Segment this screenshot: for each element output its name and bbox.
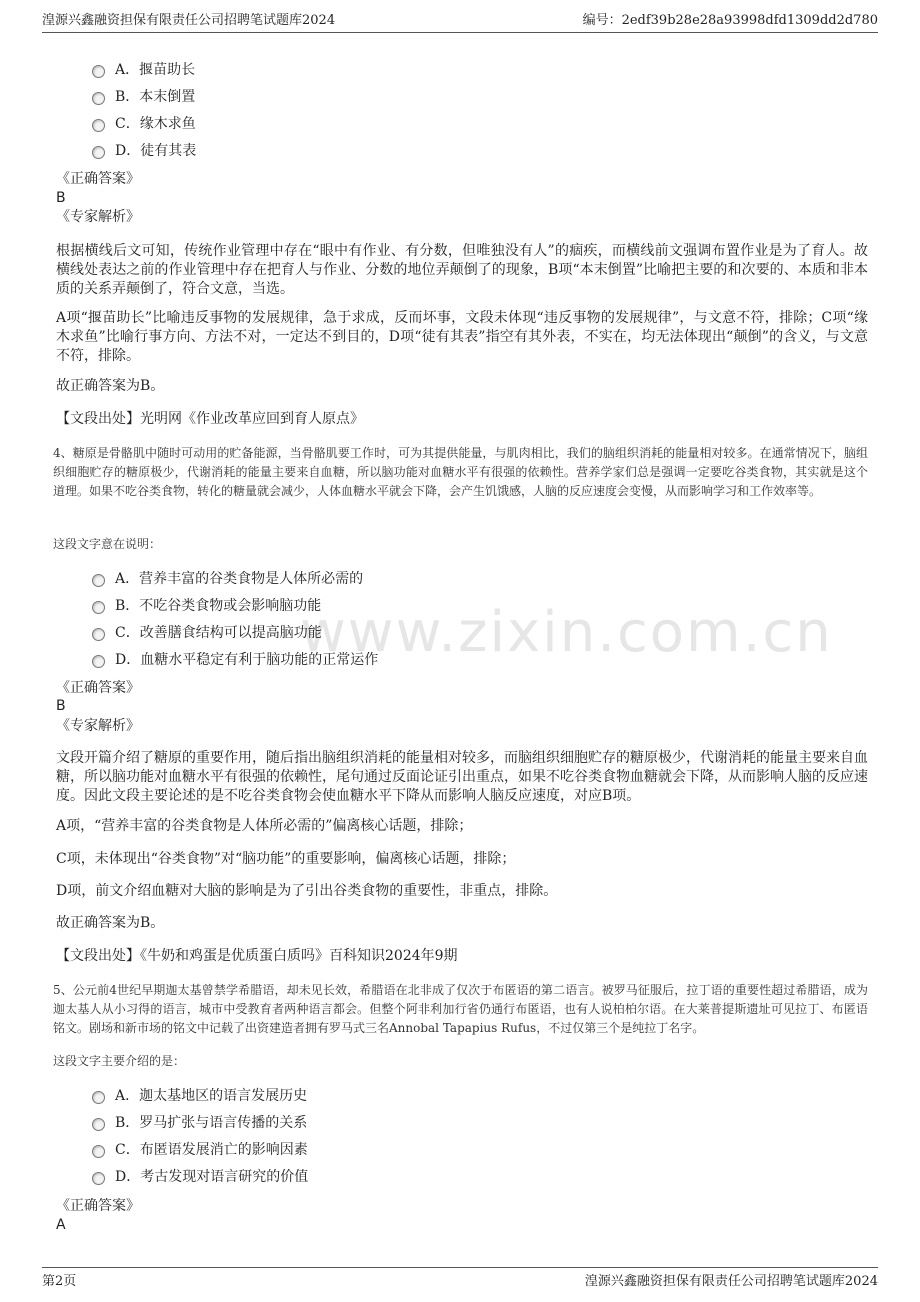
watermark: www.zixin.com.cn — [300, 600, 833, 665]
page-number: 第2页 — [42, 1274, 77, 1289]
document-body: A．揠苗助长 B．本末倒置 C．缘木求鱼 D．徒有其表 《正确答案》 B 《专家解析》 根据横线后文可知，传统作业管理中存在“眼中有作业、有分数，但唯独没有人”的痼疾，而横线前文强调布置作业是为了育人。故横线处表达之前的作业管理中存在把育人与作业、分数的地位弄颠倒了的现象，B项“本末倒置”比喻把主要的和次要的、本质和非本质的关系弄颠倒了，符合文意，当选。 A项“揠苗助长”比喻违反事物的发展规律，急于求成，反而坏事，文段未体现“违反事物的发展规律”，与文意不符，排除；C项“缘木求鱼”比喻行事方向、方法不对，一定达不到目的，D项“徒有其表”指空有其外表，不实在，均无法体现出“颠倒”的含义，与文意不符，排除。 故正确答案为B。 【文段出处】光明网《作业改革应回到育人原点》 4、糖原是骨骼肌中随时可动用的贮备能源，当骨骼肌要工作时，可为其提供能量，与肌肉相比，我们的脑组织消耗的能量相对较多。在通常情况下，脑组织细胞贮存的糖原极少，代谢消耗的能量主要来自血糖，所以脑功能对血糖水平有很强的依赖性。营养学家们总是强调一定要吃谷类食物，其实就是这个道理。如果不吃谷类食物，转化的糖量就会减少，人体血糖水平就会下降，会产生饥饿感，人脑的反应速度会变慢，从而影响学习和工作效率等。 这段文字意在说明： A．营养丰富的谷类食物是人体所必需的 B．不吃谷类食物或会影响脑功能 C．改善膳食结构可以提高脑功能 D．血糖水平稳定有利于脑功能的正常运作 《正确答案》 B 《专家解析》 文段开篇介绍了糖原的重要作用，随后指出脑组织消耗的能量相对较多，而脑组织细胞贮存的糖原极少，代谢消耗的能量主要来自血糖，所以脑功能对血糖水平有很强的依赖性，尾句通过反面论证引出重点，如果不吃谷类食物血糖就会下降，从而影响人脑的反应速度。因此文段主要论述的是不吃谷类食物会使血糖水平下降从而影响人脑反应速度，对应B项。 A项，“营养丰富的谷类食物是人体所必需的”偏离核心话题，排除； C项，未体现出“谷类食物”对“脑功能”的重要影响，偏离核心话题，排除； D项，前文介绍血糖对大脑的影响是为了引出谷类食物的重要性，非重点，排除。 故正确答案为B。 【文段出处】《牛奶和鸡蛋是优质蛋白质吗》百科知识2024年9期 5、公元前4世纪早期迦太基曾禁学希腊语，却未见长效，希腊语在北非成了仅次于布匿语的第二语言。被罗马征服后，拉丁语的重要性超过希腊语，成为迦太基人从小习得的语言，城市中受教育者两种语言都会。但整个阿非利加行省仍通行布匿语，也有人说柏柏尔语。在大莱普提斯遗址可见拉丁、布匿语铭文。剧场和新市场的铭文中记载了出资建造者拥有罗马式三名Annobal Tapapius Rufus，不过仅第三个是纯拉丁名字。 这段文字主要介绍的是： A．迦太基地区的语言发展历史 B．罗马扩张与语言传播的关系 C．布匿语发展消亡的影响因素 D．考古发现对语言研究的价值 《正确答案》 A — [53, 62, 868, 1233]
q3-answer: B — [56, 190, 66, 206]
q4-stem: 4、糖原是骨骼肌中随时可动用的贮备能源，当骨骼肌要工作时，可为其提供能量，与肌肉相比，我们的脑组织消耗的能量相对较多。在通常情况下，脑组织细胞贮存的糖原极少，代谢消耗的能量主要来自血糖，所以脑功能对血糖水平有很强的依赖性。营养学家们总是强调一定要吃谷类食物，其实就是这个道理。如果不吃谷类食物，转化的糖量就会减少，人体血糖水平就会下降，会产生饥饿感，人脑的反应速度会变慢，从而影响学习和工作效率等。 — [53, 446, 868, 498]
header-serial-number: 编号：2edf39b28e28a93998dfd1309dd2d780 — [582, 13, 878, 28]
radio-icon[interactable] — [92, 655, 105, 668]
radio-icon[interactable] — [92, 601, 105, 614]
radio-icon[interactable] — [92, 574, 105, 587]
q4-analysis-option-d: D项，前文介绍血糖对大脑的影响是为了引出谷类食物的重要性，非重点，排除。 — [56, 883, 558, 899]
radio-icon[interactable] — [92, 1091, 105, 1104]
radio-icon[interactable] — [92, 65, 105, 78]
q5-prompt: 这段文字主要介绍的是： — [53, 1054, 186, 1068]
q5-stem: 5、公元前4世纪早期迦太基曾禁学希腊语，却未见长效，希腊语在北非成了仅次于布匿语的第二语言。被罗马征服后，拉丁语的重要性超过希腊语，成为迦太基人从小习得的语言，城市中受教育者两种语言都会。但整个阿非利加行省仍通行布匿语，也有人说柏柏尔语。在大莱普提斯遗址可见拉丁、布匿语铭文。剧场和新市场的铭文中记载了出资建造者拥有罗马式三名Annobal Tapapius Rufus，不过仅第三个是纯拉丁名字。 — [53, 983, 868, 1035]
q4-prompt: 这段文字意在说明： — [53, 537, 162, 551]
q4-analysis-label: 《专家解析》 — [56, 718, 140, 734]
q4-analysis-paragraph: 文段开篇介绍了糖原的重要作用，随后指出脑组织消耗的能量相对较多，而脑组织细胞贮存的糖原极少，代谢消耗的能量主要来自血糖，所以脑功能对血糖水平有很强的依赖性，尾句通过反面论证引出重点，如果不吃谷类食物血糖就会下降，从而影响人脑的反应速度。因此文段主要论述的是不吃谷类食物会使血糖水平下降从而影响人脑反应速度，对应B项。 — [56, 750, 868, 804]
radio-icon[interactable] — [92, 628, 105, 641]
radio-icon[interactable] — [92, 146, 105, 159]
q3-analysis-paragraph: 根据横线后文可知，传统作业管理中存在“眼中有作业、有分数，但唯独没有人”的痼疾，而横线前文强调布置作业是为了育人。故横线处表达之前的作业管理中存在把育人与作业、分数的地位弄颠倒了的现象，B项“本末倒置”比喻把主要的和次要的、本质和非本质的关系弄颠倒了，符合文意，当选。 — [56, 243, 868, 297]
q3-conclusion: 故正确答案为B。 — [56, 378, 165, 394]
header-title: 湟源兴鑫融资担保有限责任公司招聘笔试题库2024 — [42, 13, 336, 28]
radio-icon[interactable] — [92, 92, 105, 105]
footer-title: 湟源兴鑫融资担保有限责任公司招聘笔试题库2024 — [584, 1274, 878, 1289]
q3-answer-label: 《正确答案》 — [56, 171, 140, 187]
q5-answer: A — [56, 1217, 66, 1233]
radio-icon[interactable] — [92, 119, 105, 132]
q4-source: 【文段出处】《牛奶和鸡蛋是优质蛋白质吗》百科知识2024年9期 — [56, 948, 458, 964]
q3-analysis-paragraph: A项“揠苗助长”比喻违反事物的发展规律，急于求成，反而坏事，文段未体现“违反事物的发展规律”，与文意不符，排除；C项“缘木求鱼”比喻行事方向、方法不对，一定达不到目的，D项“徒有其表”指空有其外表，不实在，均无法体现出“颠倒”的含义，与文意不符，排除。 — [56, 310, 868, 364]
q4-conclusion: 故正确答案为B。 — [56, 915, 165, 931]
q4-analysis-option-a: A项，“营养丰富的谷类食物是人体所必需的”偏离核心话题，排除； — [56, 818, 473, 834]
page-footer — [42, 1267, 878, 1292]
q4-answer: B — [56, 698, 66, 714]
radio-icon[interactable] — [92, 1172, 105, 1185]
q4-analysis-option-c: C项，未体现出“谷类食物”对“脑功能”的重要影响，偏离核心话题，排除； — [56, 851, 516, 867]
q4-answer-label: 《正确答案》 — [56, 680, 140, 696]
q3-source: 【文段出处】光明网《作业改革应回到育人原点》 — [56, 411, 364, 427]
q5-answer-label: 《正确答案》 — [56, 1198, 140, 1214]
radio-icon[interactable] — [92, 1145, 105, 1158]
q3-analysis-label: 《专家解析》 — [56, 209, 140, 225]
radio-icon[interactable] — [92, 1118, 105, 1131]
